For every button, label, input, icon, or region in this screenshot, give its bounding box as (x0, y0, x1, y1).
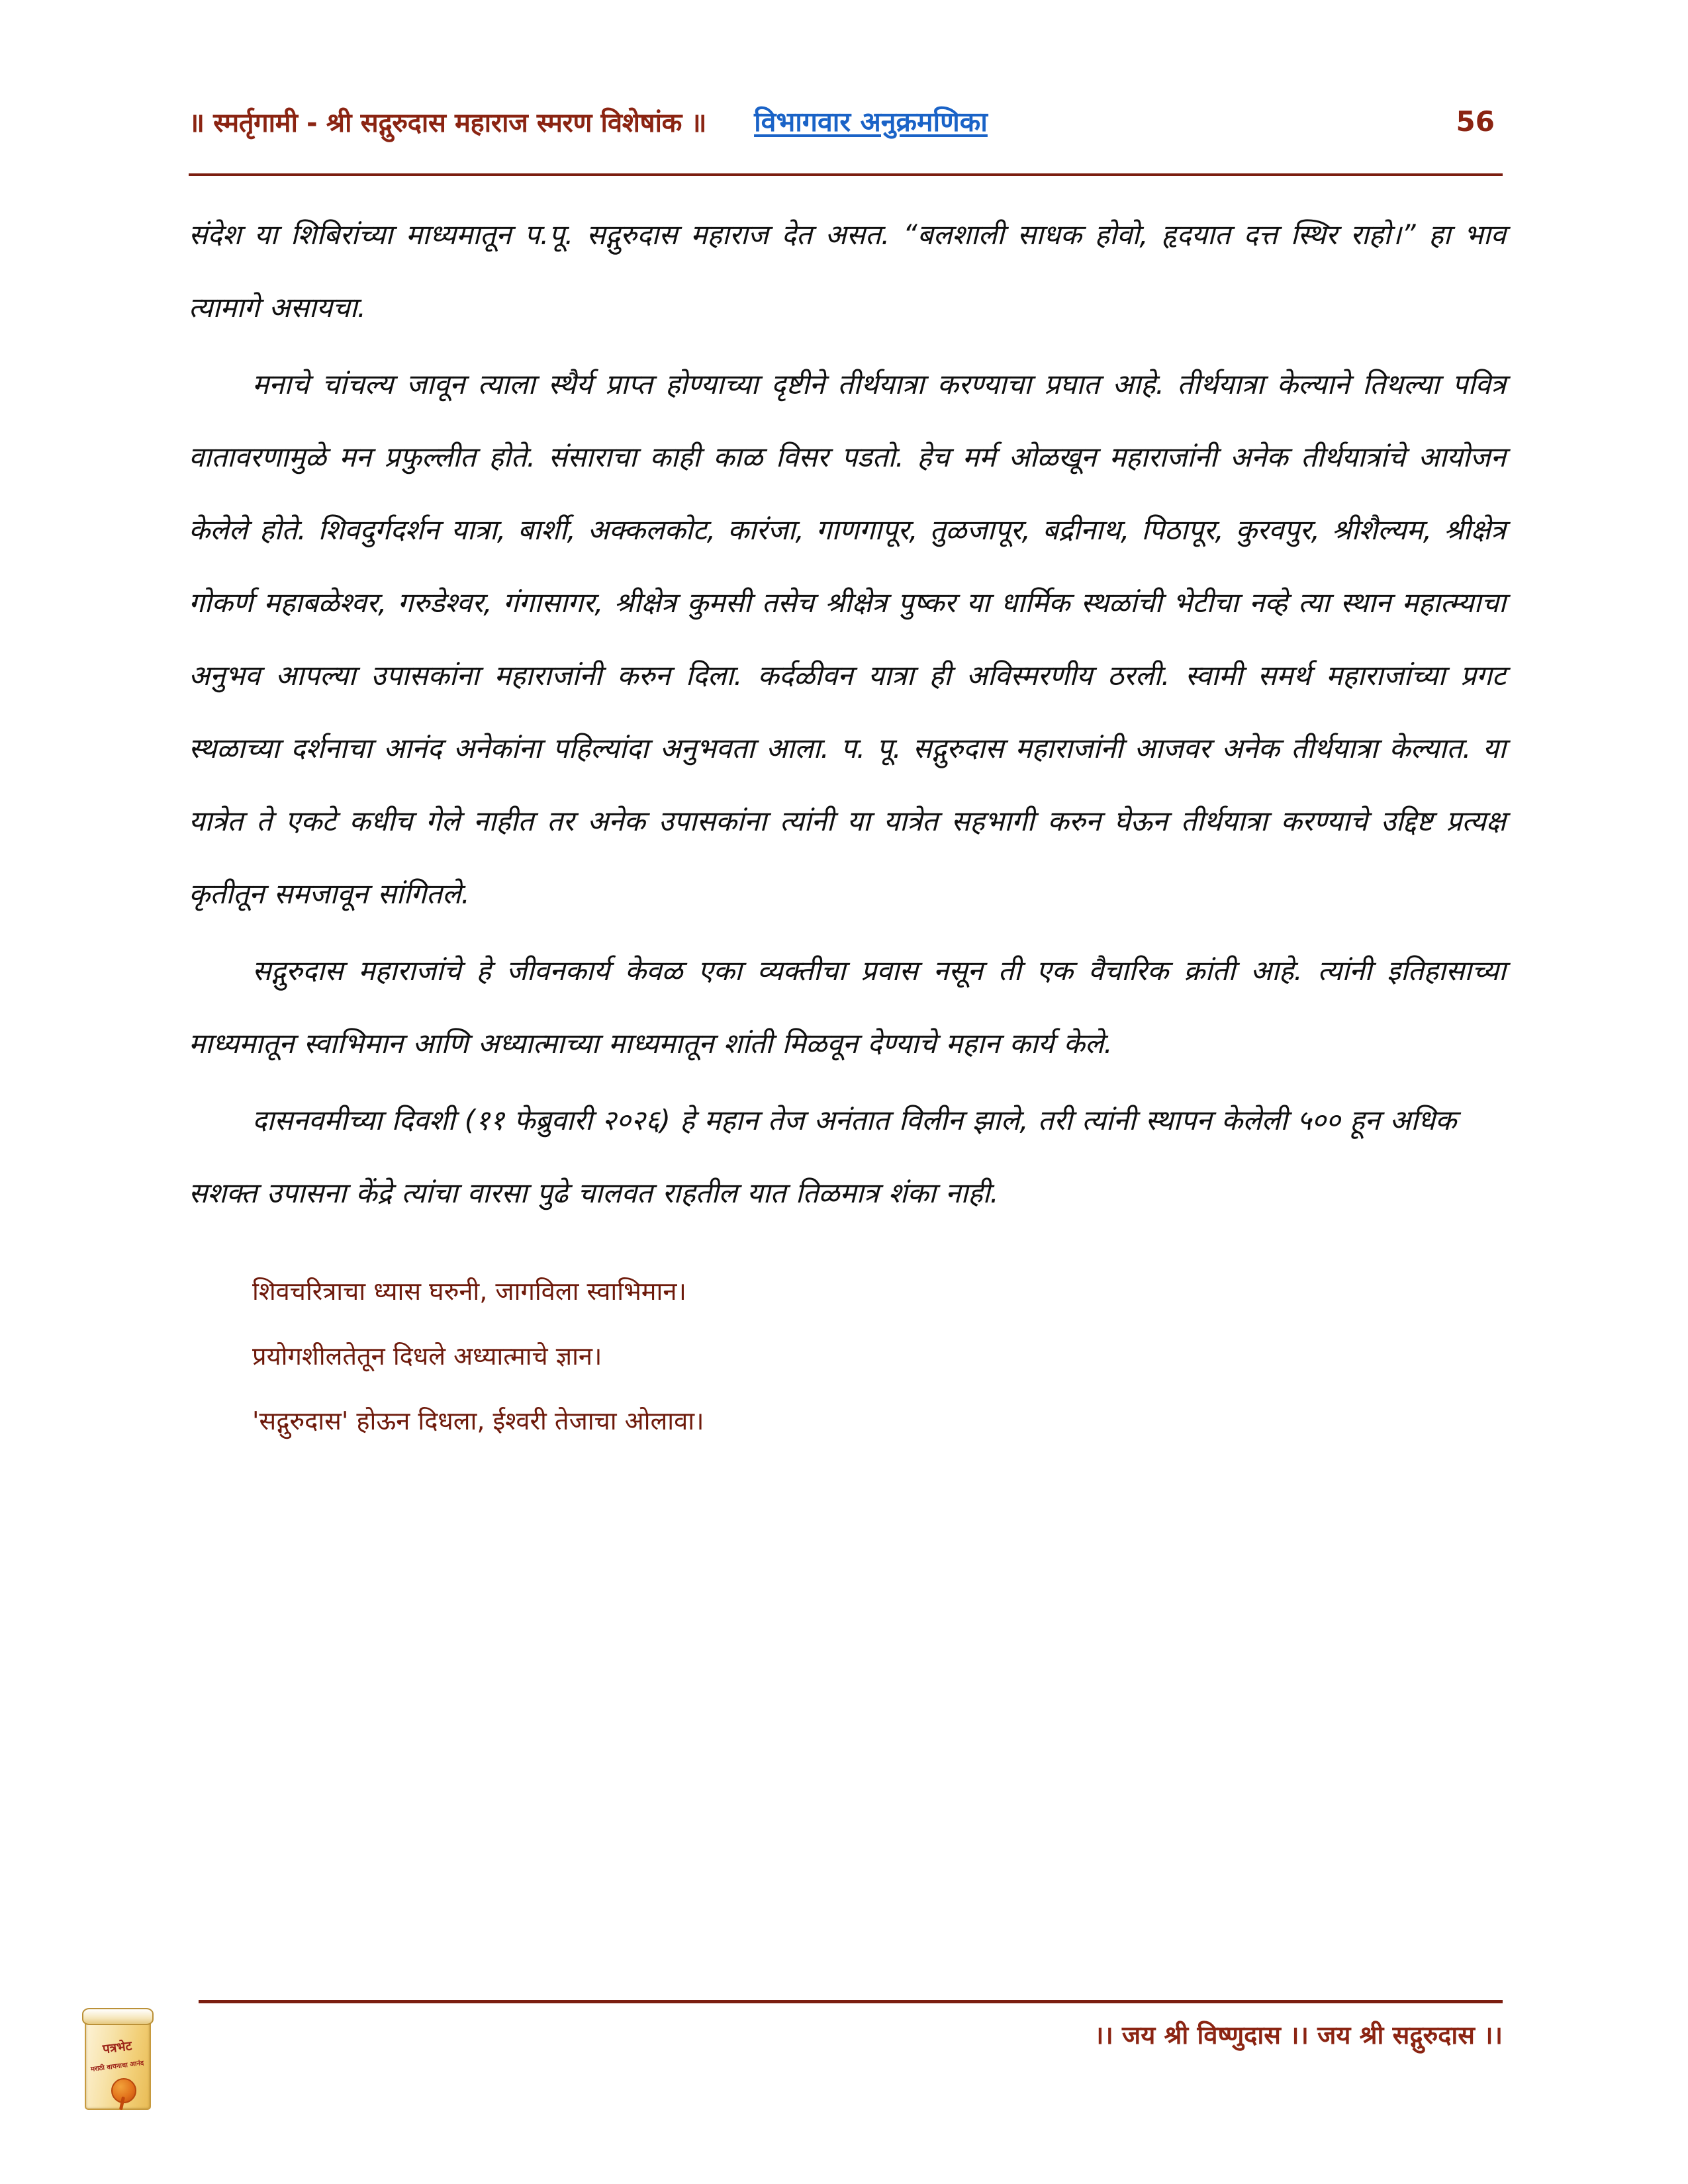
verse-block (189, 1259, 1506, 1453)
article-body (189, 199, 1506, 1453)
footer-divider (199, 2000, 1503, 2003)
paragraph: मनाचे चांचल्य जावून त्याला स्थैर्य प्राप्त होण्याच्या दृष्टीने तीर्थयात्रा करण्याचा प्रघात आहे. तीर्थयात्रा केल्याने तिथल्या पवित्र वातावरणामुळे मन प्रफुल्लीत होते. संसाराचा काही काळ विसर पडतो. हेच मर्म ओळखून महाराजांनी अनेक तीर्थयात्रांचे आयोजन केलेले होते. शिवदुर्गदर्शन यात्रा, बार्शी, अक्कलकोट, कारंजा, गाणगापूर, तुळजापूर, बद्रीनाथ, पिठापूर, कुरवपुर, श्रीशैल्यम, श्रीक्षेत्र गोकर्ण महाबळेश्वर, गरुडेश्वर, गंगासागर, श्रीक्षेत्र कुमसी तसेच श्रीक्षेत्र पुष्कर या धार्मिक स्थळांची भेटीचा नव्हे त्या स्थान महात्म्याचा अनुभव आपल्या उपासकांना महाराजांनी करुन दिला. कर्दळीवन यात्रा ही अविस्मरणीय ठरली. स्वामी समर्थ महाराजांच्या प्रगट स्थळाच्या दर्शनाचा आनंद अनेकांना पहिल्यांदा अनुभवता आला. प. पू. सद्गुरुदास महाराजांनी आजवर अनेक तीर्थयात्रा केल्यात. या यात्रेत ते एकटे कधीच गेले नाहीत तर अनेक उपासकांना त्यांनी या यात्रेत सहभागी करुन घेऊन तीर्थयात्रा करण्याचे उद्दिष्ट प्रत्यक्ष कृतीतून समजावून सांगितले. (189, 368, 1506, 910)
verse-line: प्रयोगशीलतेतून दिधले अध्यात्माचे ज्ञान। (252, 1342, 602, 1371)
publication-title: ॥ स्मर्तृगामी - श्री सद्गुरुदास महाराज स्मरण विशेषांक ॥ (189, 107, 707, 138)
logo-tagline: मराठी वाचनाचा आनंद (90, 2060, 144, 2073)
verse-line: 'सद्गुरुदास' होऊन दिधला, ईश्वरी तेजाचा ओलावा। (252, 1406, 704, 1435)
index-link[interactable]: विभागवार अनुक्रमणिका (754, 106, 988, 138)
header-divider (189, 173, 1503, 176)
paragraph: दासनवमीच्या दिवशी (११ फेब्रुवारी २०२६) हे महान तेज अनंतात विलीन झाले, तरी त्यांनी स्थापन केलेली ५०० हून अधिक सशक्त उपासना केंद्रे त्यांचा वारसा पुढे चालवत राहतील यात तिळमात्र शंका नाही. (189, 1104, 1457, 1209)
verse-line: शिवचरित्राचा ध्यास घरुनी, जागविला स्वाभिमान। (252, 1277, 686, 1306)
page-header (189, 93, 1509, 150)
paragraph: संदेश या शिबिरांच्या माध्यमातून प.पू. सद्गुरुदास महाराज देत असत. “बलशाली साधक होवो, हृदयात दत्त स्थिर राहो।” हा भाव त्यामागे असायचा. (189, 218, 1506, 324)
patrabhet-scroll-logo (78, 2004, 158, 2113)
scroll-curl-icon (82, 2008, 154, 2025)
page-number: 56 (1456, 105, 1495, 138)
footer-invocation: ।। जय श्री विष्णुदास ।। जय श्री सद्गुरुदास ।। (1094, 2021, 1503, 2050)
logo-wordmark: पत्रभेट (101, 2038, 133, 2057)
paragraph: सद्गुरुदास महाराजांचे हे जीवनकार्य केवळ एका व्यक्तीचा प्रवास नसून ती एक वैचारिक क्रांती आहे. त्यांनी इतिहासाच्या माध्यमातून स्वाभिमान आणि अध्यात्माच्या माध्यमातून शांती मिळवून देण्याचे महान कार्य केले. (189, 954, 1506, 1060)
